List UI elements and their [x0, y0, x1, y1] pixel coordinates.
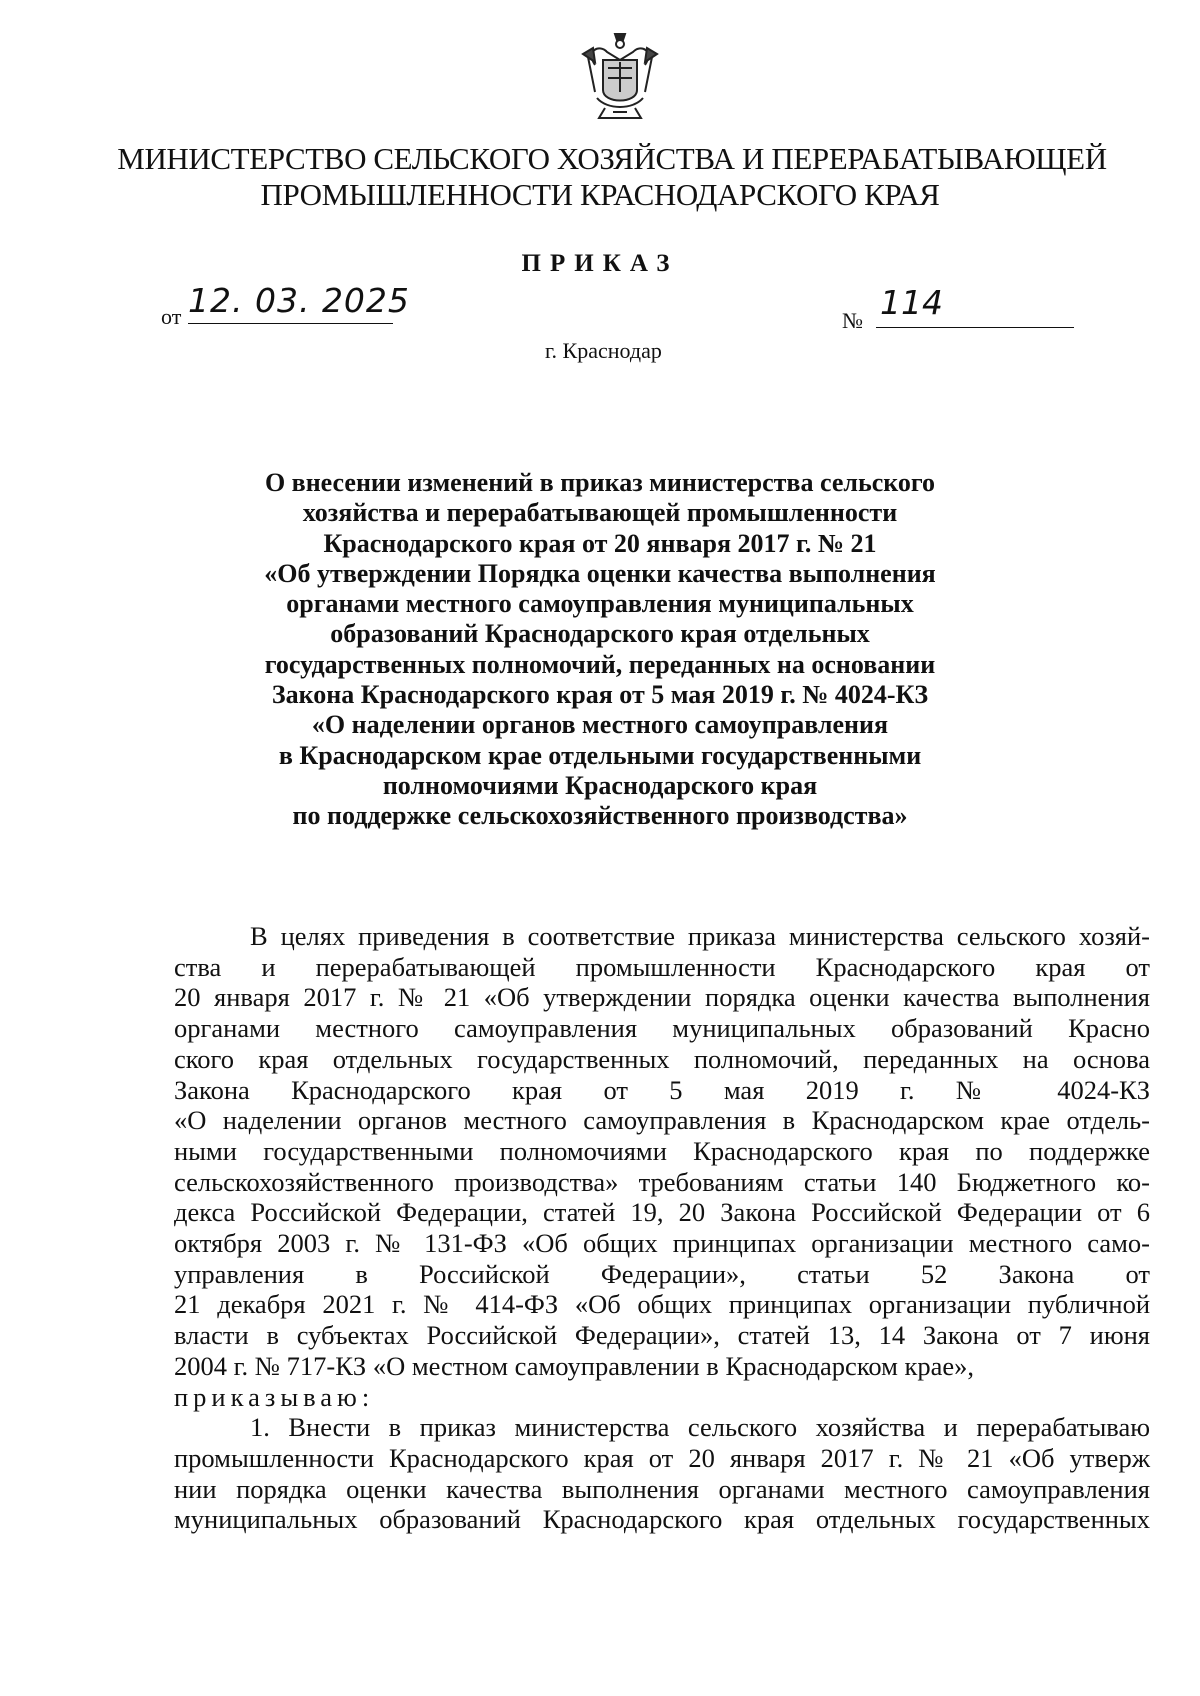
- ministry-name-line2: ПРОМЫШЛЕННОСТИ КРАСНОДАРСКОГО КРАЯ: [260, 177, 940, 212]
- title-line: образований Краснодарского края отдельных: [330, 619, 870, 649]
- body-line: муниципальных образований Краснодарского края отдельных государственных: [174, 1504, 1150, 1535]
- date-underline: [188, 323, 393, 324]
- handwritten-number: 114: [880, 283, 943, 322]
- body-line: 1. Внести в приказ министерства сельского хозяйства и перерабатываю: [250, 1412, 1150, 1443]
- title-line: О внесении изменений в приказ министерства сельского: [264, 468, 936, 497]
- ministry-name-line1: МИНИСТЕРСТВО СЕЛЬСКОГО ХОЗЯЙСТВА И ПЕРЕРАБАТЫВАЮЩЕЙ: [117, 141, 1107, 176]
- city-line: г. Краснодар: [545, 338, 662, 363]
- body-line: 20 января 2017 г. № 21 «Об утверждении порядка оценки качества выполнения: [174, 982, 1150, 1013]
- body-line: 2004 г. № 717-КЗ «О местном самоуправлении в Краснодарском крае»,: [174, 1350, 975, 1381]
- body-line: декса Российской Федерации, статей 19, 20 Закона Российской Федерации от 6: [174, 1197, 1150, 1228]
- body-line: власти в субъектах Российской Федерации», статей 13, 14 Закона от 7 июня: [174, 1320, 1150, 1351]
- title-line: в Краснодарском крае отдельными государственными: [278, 740, 922, 770]
- body-line: ского края отдельных государственных полномочий, переданных на основа: [174, 1043, 1150, 1074]
- krasnodar-coat-of-arms: [575, 30, 665, 125]
- body-line: нии порядка оценки качества выполнения органами местного самоуправления: [174, 1473, 1150, 1504]
- date-prefix: от: [161, 304, 182, 329]
- title-line: хозяйства и перерабатывающей промышленности: [302, 498, 898, 528]
- body-line: ства и перерабатывающей промышленности Краснодарского края от: [174, 951, 1150, 982]
- body-line: ными государственными полномочиями Краснодарского края по поддержке: [174, 1135, 1150, 1166]
- title-line: «Об утверждении Порядка оценки качества выполнения: [264, 558, 936, 588]
- order-title: [150, 468, 1050, 832]
- body-line: 21 декабря 2021 г. № 414-ФЗ «Об общих принципах организации публичной: [174, 1289, 1150, 1320]
- title-line: по поддержке сельскохозяйственного производства»: [292, 801, 908, 831]
- body-line: органами местного самоуправления муниципальных образований Красно: [174, 1013, 1150, 1044]
- title-line: государственных полномочий, переданных на основании: [264, 649, 936, 679]
- body-line: октября 2003 г. № 131-ФЗ «Об общих принципах организации местного само-: [174, 1228, 1150, 1259]
- title-line: органами местного самоуправления муниципальных: [286, 589, 914, 619]
- body-line: сельскохозяйственного производства» требованиям статьи 140 Бюджетного ко-: [174, 1166, 1150, 1197]
- title-line: «О наделении органов местного самоуправления: [311, 710, 889, 740]
- body-line: Закона Краснодарского края от 5 мая 2019 г. № 4024-КЗ: [174, 1074, 1150, 1105]
- title-line: полномочиями Краснодарского края: [382, 770, 818, 800]
- number-underline: [876, 327, 1074, 328]
- document-type-heading: ПРИКАЗ: [521, 250, 679, 277]
- document-body: [174, 921, 1150, 1535]
- number-prefix: №: [842, 308, 863, 333]
- body-line: управления в Российской Федерации», статьи 52 Закона от: [174, 1258, 1150, 1289]
- title-line: Краснодарского края от 20 января 2017 г. № 21: [323, 528, 877, 558]
- body-line: «О наделении органов местного самоуправления в Краснодарском крае отдель-: [174, 1105, 1150, 1136]
- body-line: В целях приведения в соответствие приказа министерства сельского хозяй-: [250, 921, 1150, 951]
- title-line: Закона Краснодарского края от 5 мая 2019 г. № 4024-КЗ: [271, 680, 929, 710]
- preamble-paragraph: [174, 921, 1150, 1382]
- order-directive-word: приказываю:: [174, 1381, 375, 1412]
- item-1-paragraph: [174, 1412, 1150, 1535]
- handwritten-date: 12. 03. 2025: [188, 281, 410, 320]
- body-line: промышленности Краснодарского края от 20 января 2017 г. № 21 «Об утверж: [174, 1442, 1150, 1473]
